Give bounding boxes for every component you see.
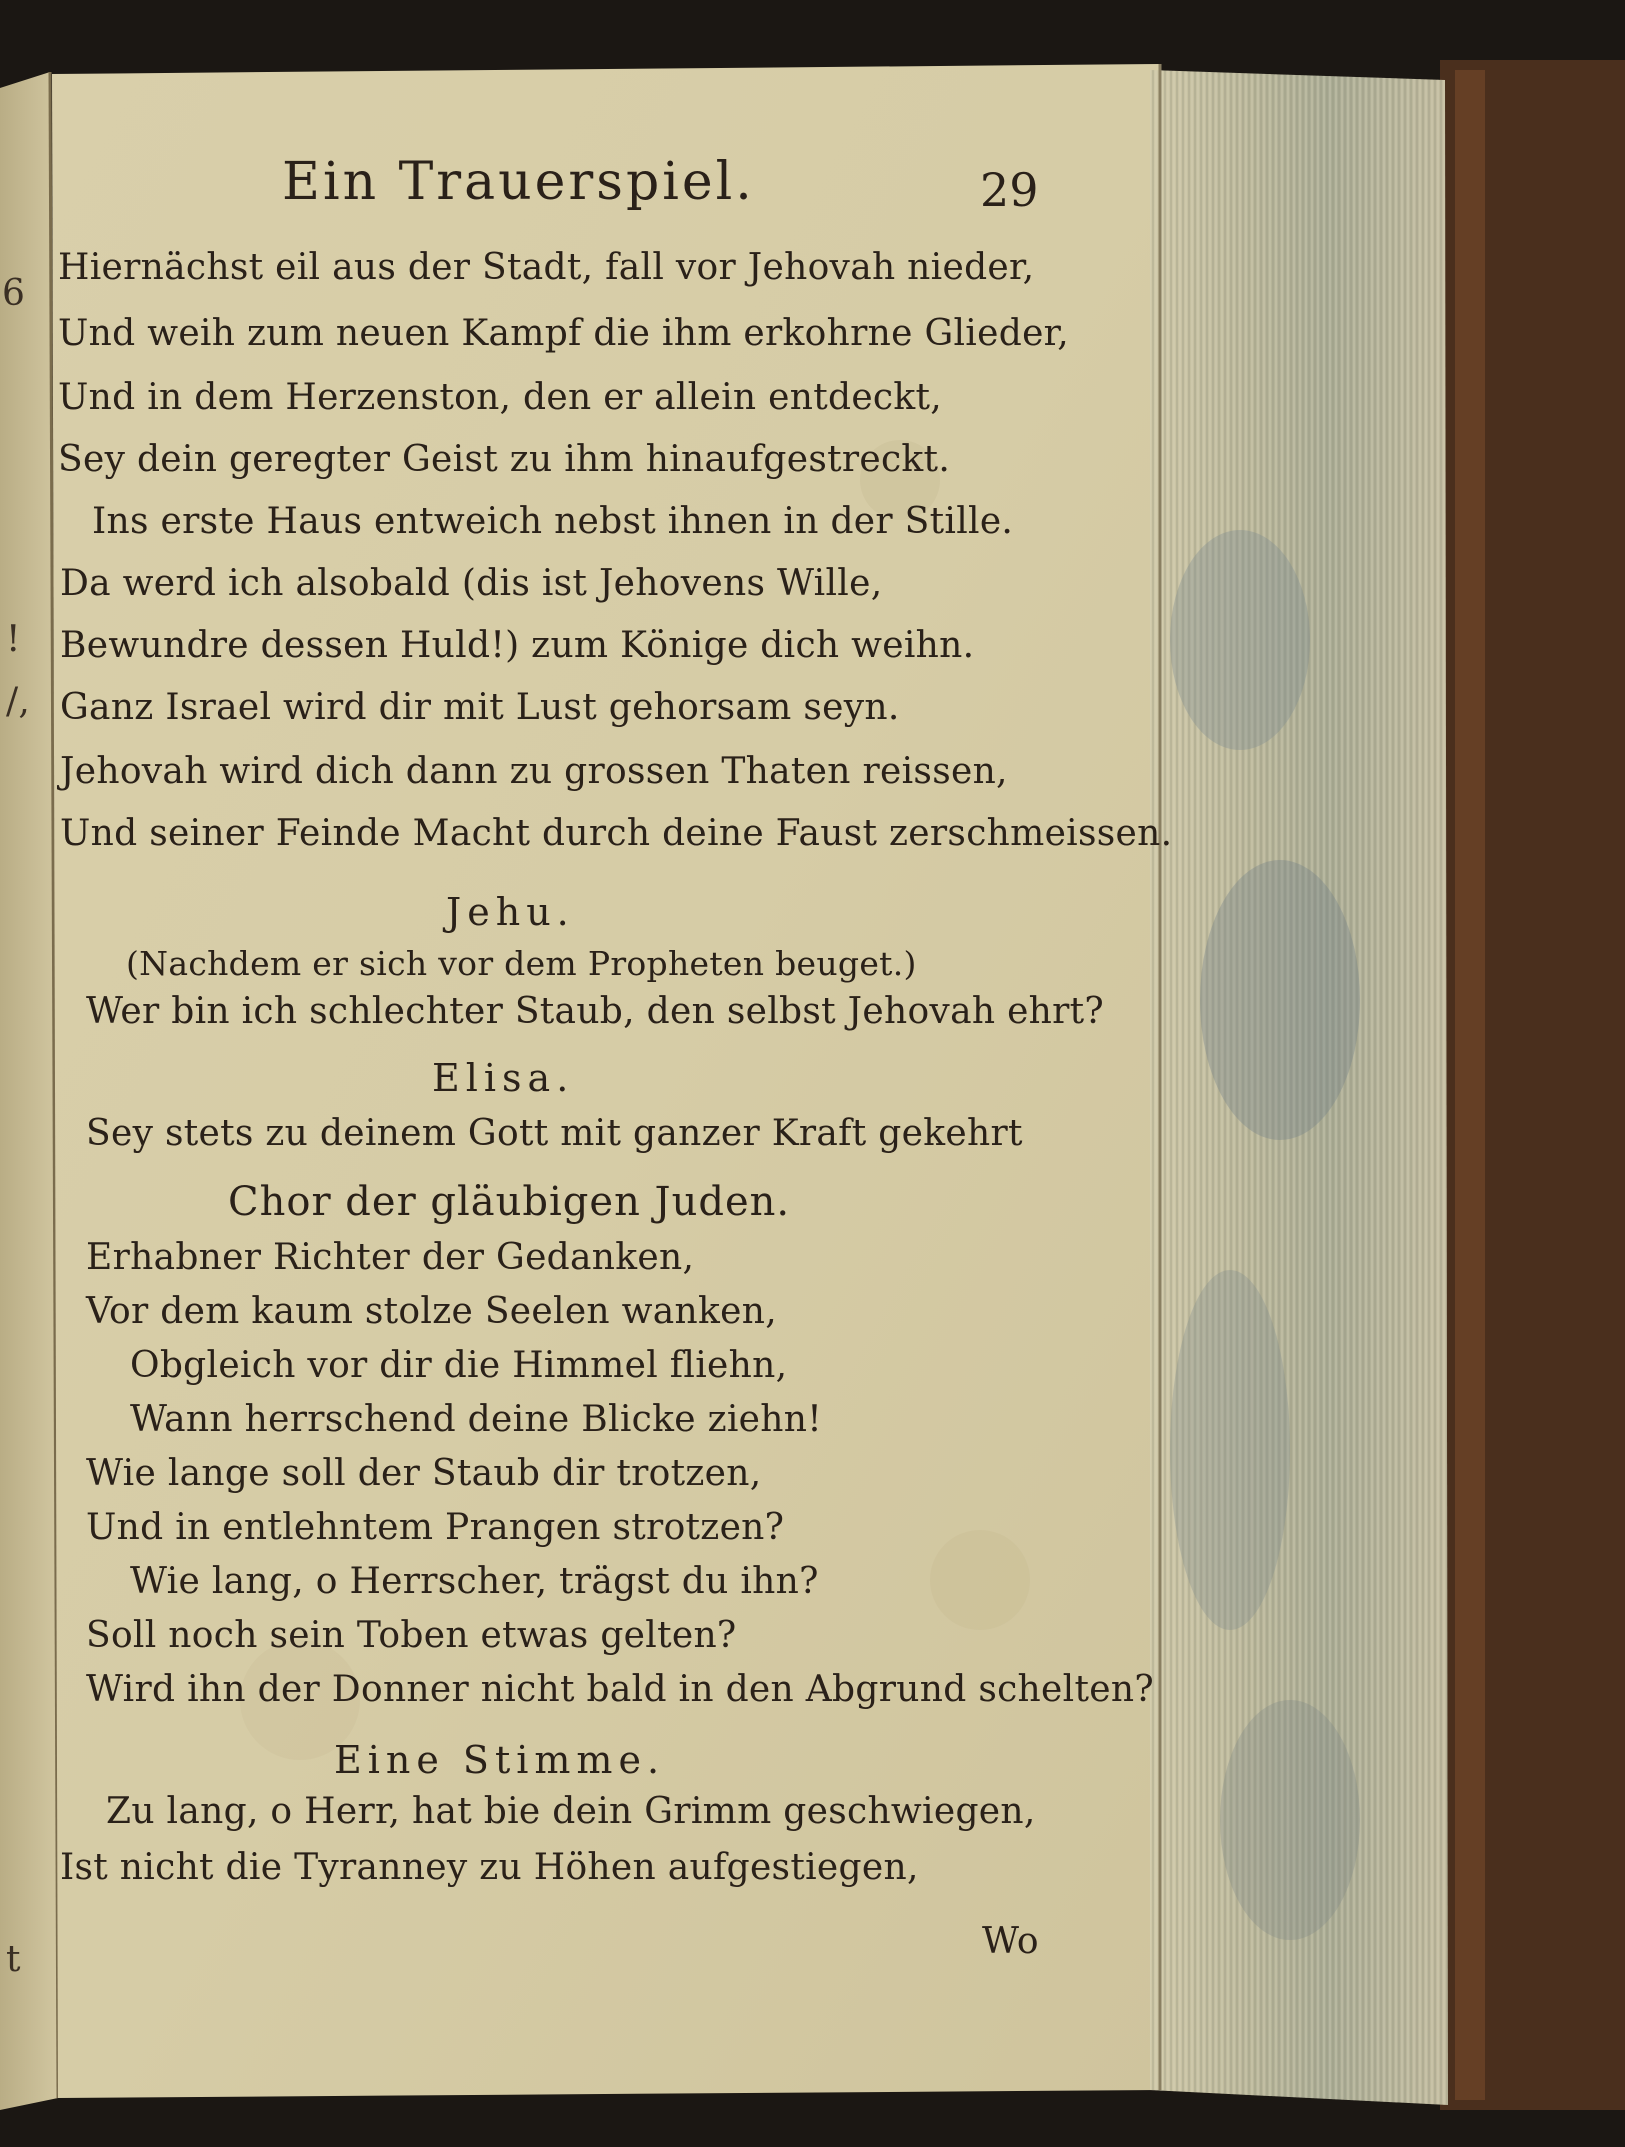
speaker-name: Jehu. xyxy=(446,890,575,934)
verse-line: Und in entlehntem Prangen strotzen? xyxy=(86,1507,785,1548)
running-header: Ein Trauerspiel. xyxy=(282,152,755,212)
verse-line: Erhabner Richter der Gedanken, xyxy=(86,1237,695,1278)
verse-line: Soll noch sein Toben etwas gelten? xyxy=(86,1615,737,1656)
verse-line: Sey stets zu deinem Gott mit ganzer Kraft gekehrt xyxy=(86,1113,1023,1154)
speaker-name: Chor der gläubigen Juden. xyxy=(228,1179,791,1225)
verse-line: Zu lang, o Herr, hat bie dein Grimm geschwiegen, xyxy=(106,1791,1036,1832)
verse-line: Wird ihn der Donner nicht bald in den Abgrund schelten? xyxy=(86,1669,1154,1710)
verse-line: Obgleich vor dir die Himmel fliehn, xyxy=(130,1345,788,1386)
verse-line: Wie lange soll der Staub dir trotzen, xyxy=(86,1453,762,1494)
verse-line: Da werd ich alsobald (dis ist Jehovens Wille, xyxy=(60,563,883,604)
verse-line: Und weih zum neuen Kampf die ihm erkohrne Glieder, xyxy=(58,313,1069,354)
verse-line: Hiernächst eil aus der Stadt, fall vor Jehovah nieder, xyxy=(58,247,1035,288)
speaker-name: Eine Stimme. xyxy=(334,1738,666,1782)
verse-line: Wie lang, o Herrscher, trägst du ihn? xyxy=(130,1561,819,1602)
page-number: 29 xyxy=(980,163,1039,217)
verse-line: Sey dein geregter Geist zu ihm hinaufgestreckt. xyxy=(58,439,951,480)
verse-line: Ins erste Haus entweich nebst ihnen in der Stille. xyxy=(92,501,1014,542)
speaker-name: Elisa. xyxy=(432,1056,575,1100)
verse-line: Ganz Israel wird dir mit Lust gehorsam seyn. xyxy=(60,687,900,728)
verse-line: Bewundre dessen Huld!) zum Könige dich weihn. xyxy=(60,625,975,666)
catchword: Wo xyxy=(982,1921,1039,1962)
verse-line: Und in dem Herzenston, den er allein entdeckt, xyxy=(58,377,943,418)
verse-line: Vor dem kaum stolze Seelen wanken, xyxy=(86,1291,777,1332)
verse-line: Jehovah wird dich dann zu grossen Thaten reissen, xyxy=(60,751,1008,792)
left-page-fragment: 6 xyxy=(2,273,26,314)
verse-line: Wann herrschend deine Blicke ziehn! xyxy=(130,1399,822,1440)
left-page-fragment: t xyxy=(6,1939,21,1980)
stage-direction: (Nachdem er sich vor dem Propheten beuget.) xyxy=(126,944,917,983)
verse-line: Ist nicht die Tyranney zu Höhen aufgestiegen, xyxy=(60,1847,919,1888)
left-page-fragment: /, xyxy=(6,681,31,722)
verse-line: Und seiner Feinde Macht durch deine Faust zerschmeissen. xyxy=(60,813,1173,854)
left-page-fragment: ! xyxy=(6,619,21,660)
verse-line: Wer bin ich schlechter Staub, den selbst Jehovah ehrt? xyxy=(86,991,1105,1032)
